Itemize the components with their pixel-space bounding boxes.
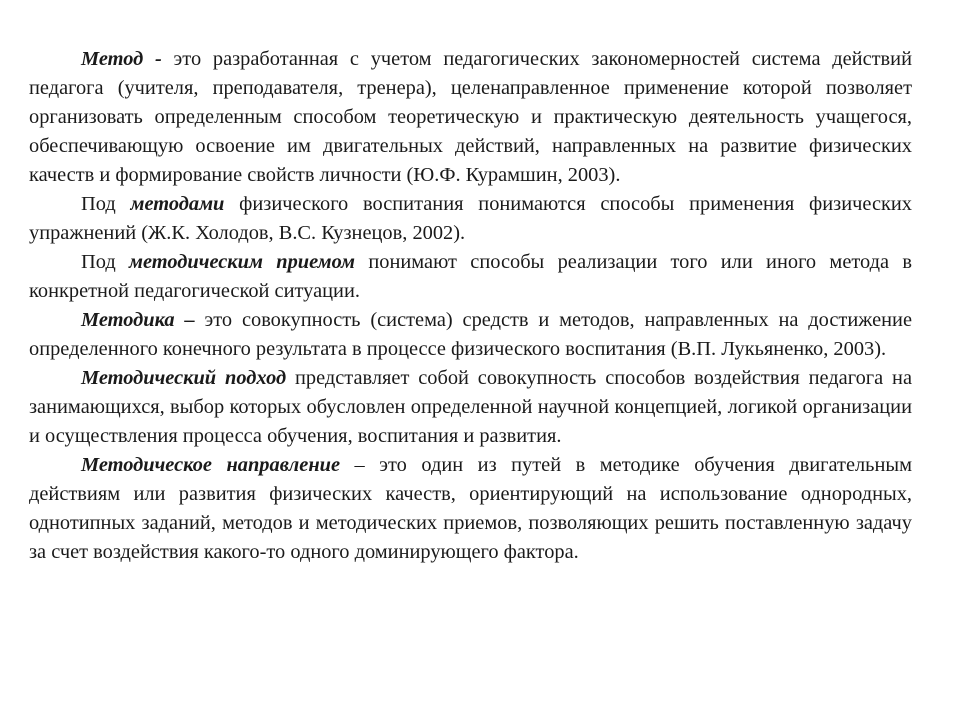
term-metodicheskoe-napravlenie: Методическое направление xyxy=(81,454,341,476)
paragraph-text: это разработанная с учетом педагогических закономерностей система действий педагога (учителя, преподавателя, тренера), целенаправленное применение которой позволяет организовать определенным способом теоретическую и практическую деятельность учащегося, обеспечивающую освоение им двигательных действий, направленных на развитие физических качеств и формирование свойств личности (Ю.Ф. Курамшин, 2003). xyxy=(29,48,912,186)
paragraph-methodical-direction xyxy=(29,451,912,567)
paragraph-text: Под xyxy=(81,251,130,273)
paragraph-text: это совокупность (система) средств и методов, направленных на достижение определенного конечного результата в процессе физического воспитания (В.П. Лукьяненко, 2003). xyxy=(29,309,912,360)
paragraph-methodology xyxy=(29,306,912,364)
term-metodicheskiy-podhod: Методический подход xyxy=(81,367,287,389)
paragraph-text: понимают способы реализации того или иного метода в конкретной педагогической ситуации. xyxy=(29,251,912,302)
paragraph-text: Под xyxy=(81,193,131,215)
term-metodika: Методика – xyxy=(81,309,195,331)
paragraph-methods-of-education xyxy=(29,190,912,248)
term-metod: Метод - xyxy=(81,48,174,70)
paragraph-methodical-approach xyxy=(29,364,912,451)
paragraph-methodical-technique xyxy=(29,248,912,306)
term-metodami: методами xyxy=(130,193,225,215)
term-metodicheskiy-priem: методическим приемом xyxy=(129,251,356,273)
paragraph-text: физического воспитания понимаются способы применения физических упражнений (Ж.К. Холодов, В.С. Кузнецов, 2002). xyxy=(29,193,913,244)
document-body xyxy=(29,45,912,567)
paragraph-text: представляет собой совокупность способов воздействия педагога на занимающихся, выбор которых обусловлен определенной научной концепцией, логикой организации и осуществления процесса обучения, воспитания и развития. xyxy=(29,367,912,447)
paragraph-text: – это один из путей в методике обучения двигательным действиям или развития физических качеств, ориентирующий на использование однородных, однотипных заданий, методов и методических приемов, позволяющих решить поставленную задачу за счет воздействия какого-то одного доминирующего фактора. xyxy=(29,454,912,563)
paragraph-method-definition xyxy=(29,45,912,190)
